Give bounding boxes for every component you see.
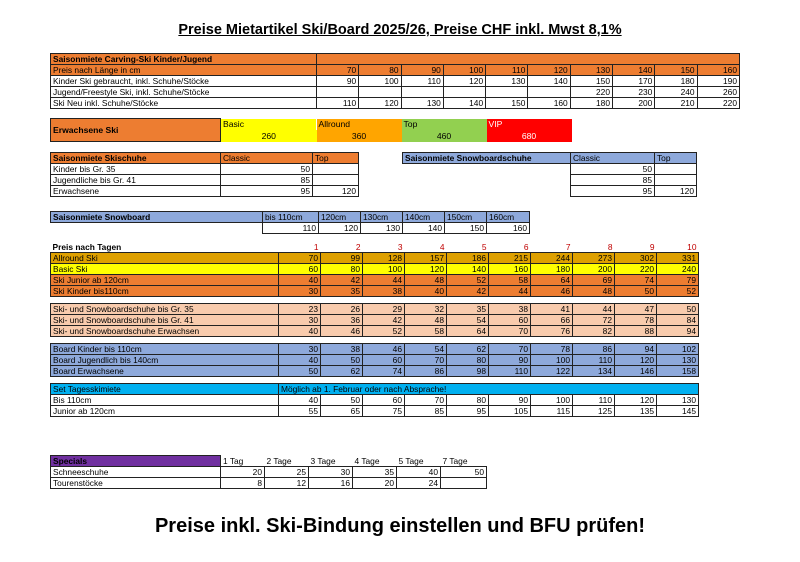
table-row: Basic Ski 60 80 100 120 140 160 180 200 220 240 <box>51 264 699 275</box>
table-row: Jugendliche bis Gr. 41 85 <box>51 175 359 186</box>
table-row: 95 120 <box>403 186 697 197</box>
table-row: Ski Neu inkl. Schuhe/Stöcke 110 120 130 140 150 160 180 200 210 220 <box>51 98 740 109</box>
table-row: Board Jugendlich bis 140cm 40 50 60 70 80 90 100 110 120 130 <box>51 355 699 366</box>
table-row: Ski Junior ab 120cm 40 42 44 48 52 58 64 69 74 79 <box>51 275 699 286</box>
table-row: 50 <box>403 164 697 175</box>
table-row: Ski- und Snowboardschuhe bis Gr. 35 23 26 29 32 35 38 41 44 47 50 <box>51 304 699 315</box>
table-row: Board Erwachsene 50 62 74 86 98 110 122 134 146 158 <box>51 366 699 377</box>
table-row: Ski- und Snowboardschuhe Erwachsen 40 46 52 58 64 70 76 82 88 94 <box>51 326 699 337</box>
snowboardschuhe-table: Saisonmiete Snowboardschuhe Classic Top 50 85 95 120 <box>402 152 697 197</box>
erwachsene-ski-table: Erwachsene Ski Basic Allround Top VIP 260 360 460 680 <box>50 118 572 142</box>
table-row: Ski Kinder bis110cm 30 35 38 40 42 44 46 48 50 52 <box>51 286 699 297</box>
table-row: 85 <box>403 175 697 186</box>
set-note: Möglich ab 1. Februar oder nach Absprache! <box>279 384 699 395</box>
set-header: Set Tagesskimiete <box>51 384 279 395</box>
table-row: Erwachsene 95 120 <box>51 186 359 197</box>
tage-header: Preis nach Tagen <box>52 242 122 252</box>
page-title: Preise Mietartikel Ski/Board 2025/26, Preise CHF inkl. Mwst 8,1% <box>178 22 622 38</box>
table-row: Kinder Ski gebraucht, inkl. Schuhe/Stöcke 90 100 110 120 130 140 150 170 180 190 <box>51 76 740 87</box>
table-row: Preis nach Länge in cm 70 80 90 100 110 120 130 140 150 160 <box>51 65 740 76</box>
skischuhe-table: Saisonmiete Skischuhe Classic Top Kinder bis Gr. 35 50 Jugendliche bis Gr. 41 85 Erwachsene 95 120 <box>50 152 359 197</box>
specials-table: Specials 1 Tag 2 Tage 3 Tage 4 Tage 5 Tage 7 Tage Schneeschuhe 20 25 30 35 40 50 Tourenstöcke 8 12 16 20 24 <box>50 455 487 489</box>
saison-ski-table <box>50 53 740 109</box>
table-row: Board Kinder bis 110cm 30 38 46 54 62 70 78 86 94 102 <box>51 344 699 355</box>
table-row: Schneeschuhe 20 25 30 35 40 50 <box>51 467 487 478</box>
saison-ski-header: Saisonmiete Carving-Ski Kinder/Jugend <box>51 54 317 65</box>
footer-note: Preise inkl. Ski-Bindung einstellen und BFU prüfen! <box>154 515 646 537</box>
snowboard-table: Saisonmiete Snowboard bis 110cm 120cm 130cm 140cm 150cm 160cm 110 120 130 140 150 160 <box>50 211 530 234</box>
table-row: Jugend/Freestyle Ski, inkl. Schuhe/Stöcke 220 230 240 260 <box>51 87 740 98</box>
table-row: 110 120 130 140 150 160 <box>51 223 530 234</box>
table-row: Ski- und Snowboardschuhe bis Gr. 41 30 36 42 48 54 60 66 72 78 84 <box>51 315 699 326</box>
erwachsene-label: Erwachsene Ski <box>51 119 221 142</box>
table-row: Bis 110cm 40 50 60 70 80 90 100 110 120 130 <box>51 395 699 406</box>
table-row: Junior ab 120cm 55 65 75 85 95 105 115 125 135 145 <box>51 406 699 417</box>
table-row: Tourenstöcke 8 12 16 20 24 <box>51 478 487 489</box>
table-row: Allround Ski 70 99 128 157 186 215 244 273 302 331 <box>51 253 699 264</box>
table-row: Kinder bis Gr. 35 50 <box>51 164 359 175</box>
tage-table: Preis nach Tagen 1 2 3 4 5 6 7 8 9 10 Allround Ski 70 99 128 157 186 215 244 273 302 331 Basic Ski 60 80 100 120 140 160 180 200 220 240 Ski Junior ab 120cm 40 42 44 48 52 58 64 69 74 79 Ski Kinder bis110cm 30 35 38 40 42 44 46 48 50 52 Ski- und Snowboardschuhe bis Gr. 35 23 26 29 32 35 38 41 44 47 50 Ski- und Snowboardschuhe bis Gr. 41 30 36 42 48 54 60 66 72 78 84 Ski- und Snowboardschuhe Erwachsen 40 46 52 58 64 70 76 82 88 94 Board Kinder bis 110cm 30 38 46 54 62 70 78 86 94 102 Board Jugendlich bis 140cm 40 50 60 70 80 90 100 110 120 130 Board Erwachsene 50 62 74 86 98 110 122 134 146 158 Set Tagesskimiete Möglich ab 1. Februar oder nach Absprache! Bis 110cm 40 50 60 70 80 90 100 110 120 130 Junior ab 120cm 55 65 75 85 95 105 115 125 135 145 <box>52 242 697 416</box>
